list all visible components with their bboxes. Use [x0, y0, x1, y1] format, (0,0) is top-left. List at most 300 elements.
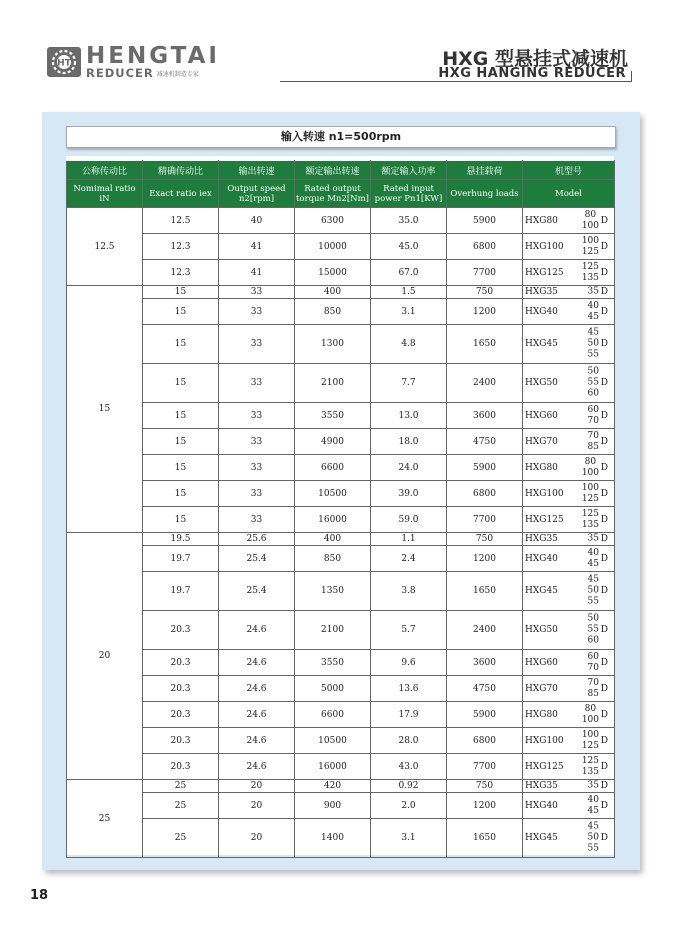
- flange-size: 100: [581, 729, 599, 740]
- mount-code: D: [600, 436, 608, 447]
- flange-sizes: [582, 262, 599, 284]
- model-name: HXG40: [525, 306, 558, 317]
- model-name: HXG40: [525, 800, 558, 811]
- output-torque-cell: 16000: [295, 507, 371, 533]
- model-name: HXG125: [525, 761, 564, 772]
- flange-size: 50: [587, 338, 599, 349]
- flange-size: 85: [587, 441, 599, 452]
- mount-code: D: [600, 709, 608, 720]
- flange-size: 50: [587, 585, 599, 596]
- flange-sizes: [588, 575, 599, 608]
- model-name: HXG50: [525, 378, 558, 388]
- mount-code: D: [600, 735, 608, 746]
- flange-sizes: [588, 822, 599, 855]
- column-header-cn: 输出转速: [219, 161, 295, 180]
- overhung-load-cell: 3600: [447, 403, 523, 429]
- table-row: [67, 208, 615, 234]
- table-row: [67, 429, 615, 455]
- title-rule-tick: [631, 71, 632, 82]
- model-name: HXG45: [525, 833, 558, 843]
- flange-sizes: [582, 704, 599, 726]
- mount-code: D: [600, 657, 608, 668]
- exact-ratio-cell: 15: [143, 507, 219, 533]
- output-speed-cell: 40: [219, 208, 295, 234]
- mount-code: D: [600, 553, 608, 564]
- flange-size: 70: [587, 662, 599, 673]
- flange-size: 80: [584, 703, 597, 714]
- flange-size: 40: [587, 547, 599, 558]
- input-power-cell: 3.8: [371, 572, 447, 611]
- model-cell: [523, 572, 615, 611]
- flange-sizes: [588, 328, 599, 361]
- exact-ratio-cell: 25: [143, 819, 219, 858]
- flange-sizes: [588, 534, 599, 545]
- flange-size: 100: [581, 220, 599, 231]
- input-power-cell: 3.1: [371, 819, 447, 858]
- model-cell: [523, 793, 615, 819]
- flange-size: 60: [587, 651, 599, 662]
- page-title-cn: HXG 型悬挂式减速机: [442, 48, 628, 70]
- column-header-cn: 精确传动比: [143, 161, 219, 180]
- flange-sizes: [582, 457, 599, 479]
- flange-size: 125: [581, 493, 599, 504]
- model-cell: [523, 676, 615, 702]
- input-power-cell: 39.0: [371, 481, 447, 507]
- page-number: 18: [30, 888, 49, 903]
- flange-sizes: [588, 405, 599, 427]
- table-row: [67, 793, 615, 819]
- flange-size: 40: [587, 794, 599, 805]
- input-power-cell: 1.1: [371, 533, 447, 546]
- mount-code: D: [600, 586, 608, 596]
- nominal-ratio-cell: 20: [67, 533, 143, 780]
- exact-ratio-cell: 15: [143, 325, 219, 364]
- model-cell: [523, 546, 615, 572]
- flange-size: 60: [587, 404, 599, 415]
- model-cell: [523, 754, 615, 780]
- overhung-load-cell: 3600: [447, 650, 523, 676]
- column-header-en: Exact ratio iex: [143, 180, 219, 208]
- table-row: [67, 728, 615, 754]
- flange-size: 50: [587, 613, 599, 624]
- overhung-load-cell: 4750: [447, 676, 523, 702]
- output-torque-cell: 10000: [295, 234, 371, 260]
- output-speed-cell: 33: [219, 507, 295, 533]
- exact-ratio-cell: 15: [143, 286, 219, 299]
- overhung-load-cell: 7700: [447, 754, 523, 780]
- table-row: [67, 676, 615, 702]
- exact-ratio-cell: 15: [143, 429, 219, 455]
- model-name: HXG100: [525, 241, 564, 252]
- model-name: HXG50: [525, 625, 558, 635]
- output-torque-cell: 3550: [295, 403, 371, 429]
- model-name: HXG40: [525, 553, 558, 564]
- exact-ratio-cell: 20.3: [143, 650, 219, 676]
- mount-code: D: [600, 833, 608, 843]
- overhung-load-cell: 1200: [447, 546, 523, 572]
- output-speed-cell: 33: [219, 429, 295, 455]
- exact-ratio-cell: 20.3: [143, 702, 219, 728]
- output-speed-cell: 33: [219, 481, 295, 507]
- flange-size: 55: [587, 843, 599, 854]
- flange-sizes: [588, 678, 599, 700]
- flange-size: 80: [584, 456, 597, 467]
- output-torque-cell: 1400: [295, 819, 371, 858]
- flange-size: 55: [587, 377, 599, 388]
- input-power-cell: 2.4: [371, 546, 447, 572]
- model-name: HXG125: [525, 514, 564, 525]
- exact-ratio-cell: 19.5: [143, 533, 219, 546]
- column-header-en: Rated output torque Mn2[Nm]: [295, 180, 371, 208]
- flange-sizes: [588, 301, 599, 323]
- output-speed-cell: 20: [219, 780, 295, 793]
- model-cell: [523, 650, 615, 676]
- flange-size: 70: [587, 677, 599, 688]
- model-name: HXG80: [525, 215, 558, 226]
- flange-size: 35: [587, 533, 599, 544]
- output-torque-cell: 850: [295, 299, 371, 325]
- column-header-cn: 额定输入功率: [371, 161, 447, 180]
- mount-code: D: [600, 306, 608, 317]
- input-power-cell: 13.6: [371, 676, 447, 702]
- overhung-load-cell: 750: [447, 780, 523, 793]
- exact-ratio-cell: 20.3: [143, 611, 219, 650]
- output-speed-cell: 25.4: [219, 546, 295, 572]
- output-speed-cell: 33: [219, 299, 295, 325]
- nominal-ratio-cell: 12.5: [67, 208, 143, 286]
- model-name: HXG100: [525, 735, 564, 746]
- column-header-en: Output speed n2[rpm]: [219, 180, 295, 208]
- output-speed-cell: 41: [219, 260, 295, 286]
- flange-size: 45: [587, 558, 599, 569]
- input-power-cell: 45.0: [371, 234, 447, 260]
- output-speed-cell: 24.6: [219, 728, 295, 754]
- mount-code: D: [600, 761, 608, 772]
- model-name: HXG100: [525, 488, 564, 499]
- overhung-load-cell: 1200: [447, 793, 523, 819]
- mount-code: D: [600, 410, 608, 421]
- model-cell: [523, 533, 615, 546]
- model-name: HXG45: [525, 339, 558, 349]
- overhung-load-cell: 1650: [447, 572, 523, 611]
- flange-size: 135: [581, 766, 599, 777]
- overhung-load-cell: 5900: [447, 702, 523, 728]
- exact-ratio-cell: 19.7: [143, 546, 219, 572]
- input-power-cell: 9.6: [371, 650, 447, 676]
- table-row: [67, 819, 615, 858]
- input-power-cell: 4.8: [371, 325, 447, 364]
- flange-size: 125: [581, 755, 599, 766]
- model-cell: [523, 481, 615, 507]
- flange-size: 100: [581, 482, 599, 493]
- spec-sheet: [66, 156, 614, 855]
- overhung-load-cell: 750: [447, 533, 523, 546]
- output-speed-cell: 33: [219, 325, 295, 364]
- mount-code: D: [600, 378, 608, 388]
- model-name: HXG60: [525, 410, 558, 421]
- model-name: HXG35: [525, 287, 558, 297]
- flange-sizes: [588, 548, 599, 570]
- flange-size: 55: [587, 624, 599, 635]
- output-torque-cell: 400: [295, 286, 371, 299]
- column-header-en: Nomimal ratio iN: [67, 180, 143, 208]
- spec-table: [66, 160, 615, 858]
- table-row: [67, 234, 615, 260]
- overhung-load-cell: 2400: [447, 611, 523, 650]
- table-row: [67, 299, 615, 325]
- flange-size: 45: [587, 574, 599, 585]
- model-cell: [523, 325, 615, 364]
- flange-size: 125: [581, 246, 599, 257]
- mount-code: D: [600, 625, 608, 635]
- exact-ratio-cell: 20.3: [143, 754, 219, 780]
- flange-size: 45: [587, 311, 599, 322]
- input-power-cell: 18.0: [371, 429, 447, 455]
- flange-size: 60: [587, 388, 599, 399]
- flange-size: 45: [587, 821, 599, 832]
- model-cell: [523, 819, 615, 858]
- flange-size: 85: [587, 688, 599, 699]
- flange-size: 100: [581, 467, 599, 478]
- output-torque-cell: 1350: [295, 572, 371, 611]
- exact-ratio-cell: 19.7: [143, 572, 219, 611]
- overhung-load-cell: 4750: [447, 429, 523, 455]
- brand-tagline: 减速机制造专家: [156, 71, 199, 78]
- model-cell: [523, 208, 615, 234]
- flange-sizes: [582, 730, 599, 752]
- input-power-cell: 17.9: [371, 702, 447, 728]
- model-cell: [523, 403, 615, 429]
- output-speed-cell: 24.6: [219, 611, 295, 650]
- table-row: [67, 507, 615, 533]
- table-row: [67, 325, 615, 364]
- flange-sizes: [588, 431, 599, 453]
- model-cell: [523, 299, 615, 325]
- table-row: [67, 754, 615, 780]
- model-name: HXG45: [525, 586, 558, 596]
- column-header-en: Overhung loads: [447, 180, 523, 208]
- brand-subtitle: [86, 66, 199, 80]
- table-row: [67, 650, 615, 676]
- mount-code: D: [600, 267, 608, 278]
- model-name: HXG35: [525, 781, 558, 791]
- overhung-load-cell: 2400: [447, 364, 523, 403]
- svg-text:HT: HT: [57, 58, 71, 69]
- model-name: HXG70: [525, 436, 558, 447]
- exact-ratio-cell: 15: [143, 481, 219, 507]
- flange-size: 135: [581, 519, 599, 530]
- overhung-load-cell: 6800: [447, 234, 523, 260]
- flange-size: 125: [581, 508, 599, 519]
- input-power-cell: 67.0: [371, 260, 447, 286]
- model-cell: [523, 364, 615, 403]
- overhung-load-cell: 6800: [447, 728, 523, 754]
- flange-size: 135: [581, 272, 599, 283]
- mount-code: D: [600, 287, 608, 297]
- overhung-load-cell: 1650: [447, 325, 523, 364]
- table-row: [67, 780, 615, 793]
- model-cell: [523, 780, 615, 793]
- exact-ratio-cell: 12.3: [143, 234, 219, 260]
- flange-sizes: [582, 236, 599, 258]
- mount-code: D: [600, 488, 608, 499]
- exact-ratio-cell: 25: [143, 793, 219, 819]
- model-cell: [523, 455, 615, 481]
- output-speed-cell: 41: [219, 234, 295, 260]
- output-speed-cell: 24.6: [219, 650, 295, 676]
- column-header-cn: 公称传动比: [67, 161, 143, 180]
- flange-size: 35: [587, 780, 599, 791]
- input-power-cell: 3.1: [371, 299, 447, 325]
- input-power-cell: 24.0: [371, 455, 447, 481]
- table-row: [67, 611, 615, 650]
- output-torque-cell: 6300: [295, 208, 371, 234]
- exact-ratio-cell: 20.3: [143, 676, 219, 702]
- output-speed-cell: 24.6: [219, 702, 295, 728]
- input-power-cell: 0.92: [371, 780, 447, 793]
- exact-ratio-cell: 15: [143, 455, 219, 481]
- table-row: [67, 455, 615, 481]
- column-header-cn: 机型号: [523, 161, 615, 180]
- exact-ratio-cell: 12.3: [143, 260, 219, 286]
- flange-size: 80: [584, 209, 597, 220]
- input-power-cell: 5.7: [371, 611, 447, 650]
- header-row-cn: [67, 161, 615, 180]
- flange-size: 55: [587, 596, 599, 607]
- output-torque-cell: 2100: [295, 364, 371, 403]
- flange-size: 45: [587, 805, 599, 816]
- table-row: [67, 260, 615, 286]
- overhung-load-cell: 5900: [447, 455, 523, 481]
- input-power-cell: 13.0: [371, 403, 447, 429]
- output-speed-cell: 24.6: [219, 754, 295, 780]
- model-cell: [523, 702, 615, 728]
- flange-sizes: [588, 781, 599, 792]
- mount-code: D: [600, 781, 608, 791]
- input-speed-banner: 输入转速 n1=500rpm: [66, 126, 616, 148]
- model-cell: [523, 507, 615, 533]
- brand-sub-text: REDUCER: [86, 66, 154, 80]
- output-torque-cell: 3550: [295, 650, 371, 676]
- output-torque-cell: 15000: [295, 260, 371, 286]
- flange-sizes: [582, 756, 599, 778]
- mount-code: D: [600, 462, 608, 473]
- output-speed-cell: 33: [219, 403, 295, 429]
- input-power-cell: 59.0: [371, 507, 447, 533]
- input-power-cell: 43.0: [371, 754, 447, 780]
- spec-panel: [42, 112, 640, 870]
- table-row: [67, 403, 615, 429]
- model-cell: [523, 728, 615, 754]
- model-name: HXG35: [525, 534, 558, 544]
- flange-size: 50: [587, 832, 599, 843]
- flange-size: 45: [587, 327, 599, 338]
- output-torque-cell: 900: [295, 793, 371, 819]
- flange-size: 70: [587, 430, 599, 441]
- output-speed-cell: 20: [219, 819, 295, 858]
- overhung-load-cell: 7700: [447, 260, 523, 286]
- output-torque-cell: 6600: [295, 455, 371, 481]
- output-torque-cell: 10500: [295, 481, 371, 507]
- flange-size: 35: [587, 286, 599, 297]
- brand-name: HENGTAI: [86, 43, 220, 69]
- hengtai-gear-logo-icon: [46, 46, 82, 78]
- flange-sizes: [582, 509, 599, 531]
- output-speed-cell: 24.6: [219, 676, 295, 702]
- flange-sizes: [588, 652, 599, 674]
- input-power-cell: 35.0: [371, 208, 447, 234]
- exact-ratio-cell: 25: [143, 780, 219, 793]
- table-row: [67, 702, 615, 728]
- output-speed-cell: 33: [219, 364, 295, 403]
- model-name: HXG80: [525, 462, 558, 473]
- title-rule: [280, 81, 632, 82]
- exact-ratio-cell: 15: [143, 364, 219, 403]
- output-speed-cell: 25.4: [219, 572, 295, 611]
- flange-size: 100: [581, 714, 599, 725]
- exact-ratio-cell: 15: [143, 299, 219, 325]
- header-row-en: [67, 180, 615, 208]
- flange-size: 100: [581, 235, 599, 246]
- overhung-load-cell: 6800: [447, 481, 523, 507]
- output-speed-cell: 33: [219, 286, 295, 299]
- output-torque-cell: 850: [295, 546, 371, 572]
- mount-code: D: [600, 683, 608, 694]
- output-torque-cell: 4900: [295, 429, 371, 455]
- flange-sizes: [588, 795, 599, 817]
- table-row: [67, 546, 615, 572]
- mount-code: D: [600, 514, 608, 525]
- mount-code: D: [600, 215, 608, 226]
- column-header-cn: 额定输出转速: [295, 161, 371, 180]
- model-cell: [523, 429, 615, 455]
- output-torque-cell: 16000: [295, 754, 371, 780]
- spec-table-body: [67, 208, 615, 858]
- table-row: [67, 364, 615, 403]
- flange-sizes: [588, 367, 599, 400]
- column-header-en: Rated input power Pn1[KW]: [371, 180, 447, 208]
- model-cell: [523, 611, 615, 650]
- nominal-ratio-cell: 25: [67, 780, 143, 858]
- model-name: HXG80: [525, 709, 558, 720]
- model-cell: [523, 260, 615, 286]
- flange-size: 125: [581, 740, 599, 751]
- flange-sizes: [588, 287, 599, 298]
- model-cell: [523, 286, 615, 299]
- model-name: HXG125: [525, 267, 564, 278]
- mount-code: D: [600, 800, 608, 811]
- overhung-load-cell: 750: [447, 286, 523, 299]
- flange-sizes: [582, 483, 599, 505]
- input-power-cell: 28.0: [371, 728, 447, 754]
- output-speed-cell: 20: [219, 793, 295, 819]
- mount-code: D: [600, 534, 608, 544]
- table-row: [67, 481, 615, 507]
- table-row: [67, 286, 615, 299]
- input-power-cell: 7.7: [371, 364, 447, 403]
- output-speed-cell: 33: [219, 455, 295, 481]
- model-name: HXG60: [525, 657, 558, 668]
- flange-sizes: [588, 614, 599, 647]
- output-torque-cell: 400: [295, 533, 371, 546]
- output-torque-cell: 2100: [295, 611, 371, 650]
- exact-ratio-cell: 12.5: [143, 208, 219, 234]
- flange-size: 60: [587, 635, 599, 646]
- overhung-load-cell: 1650: [447, 819, 523, 858]
- overhung-load-cell: 7700: [447, 507, 523, 533]
- output-torque-cell: 420: [295, 780, 371, 793]
- flange-size: 55: [587, 349, 599, 360]
